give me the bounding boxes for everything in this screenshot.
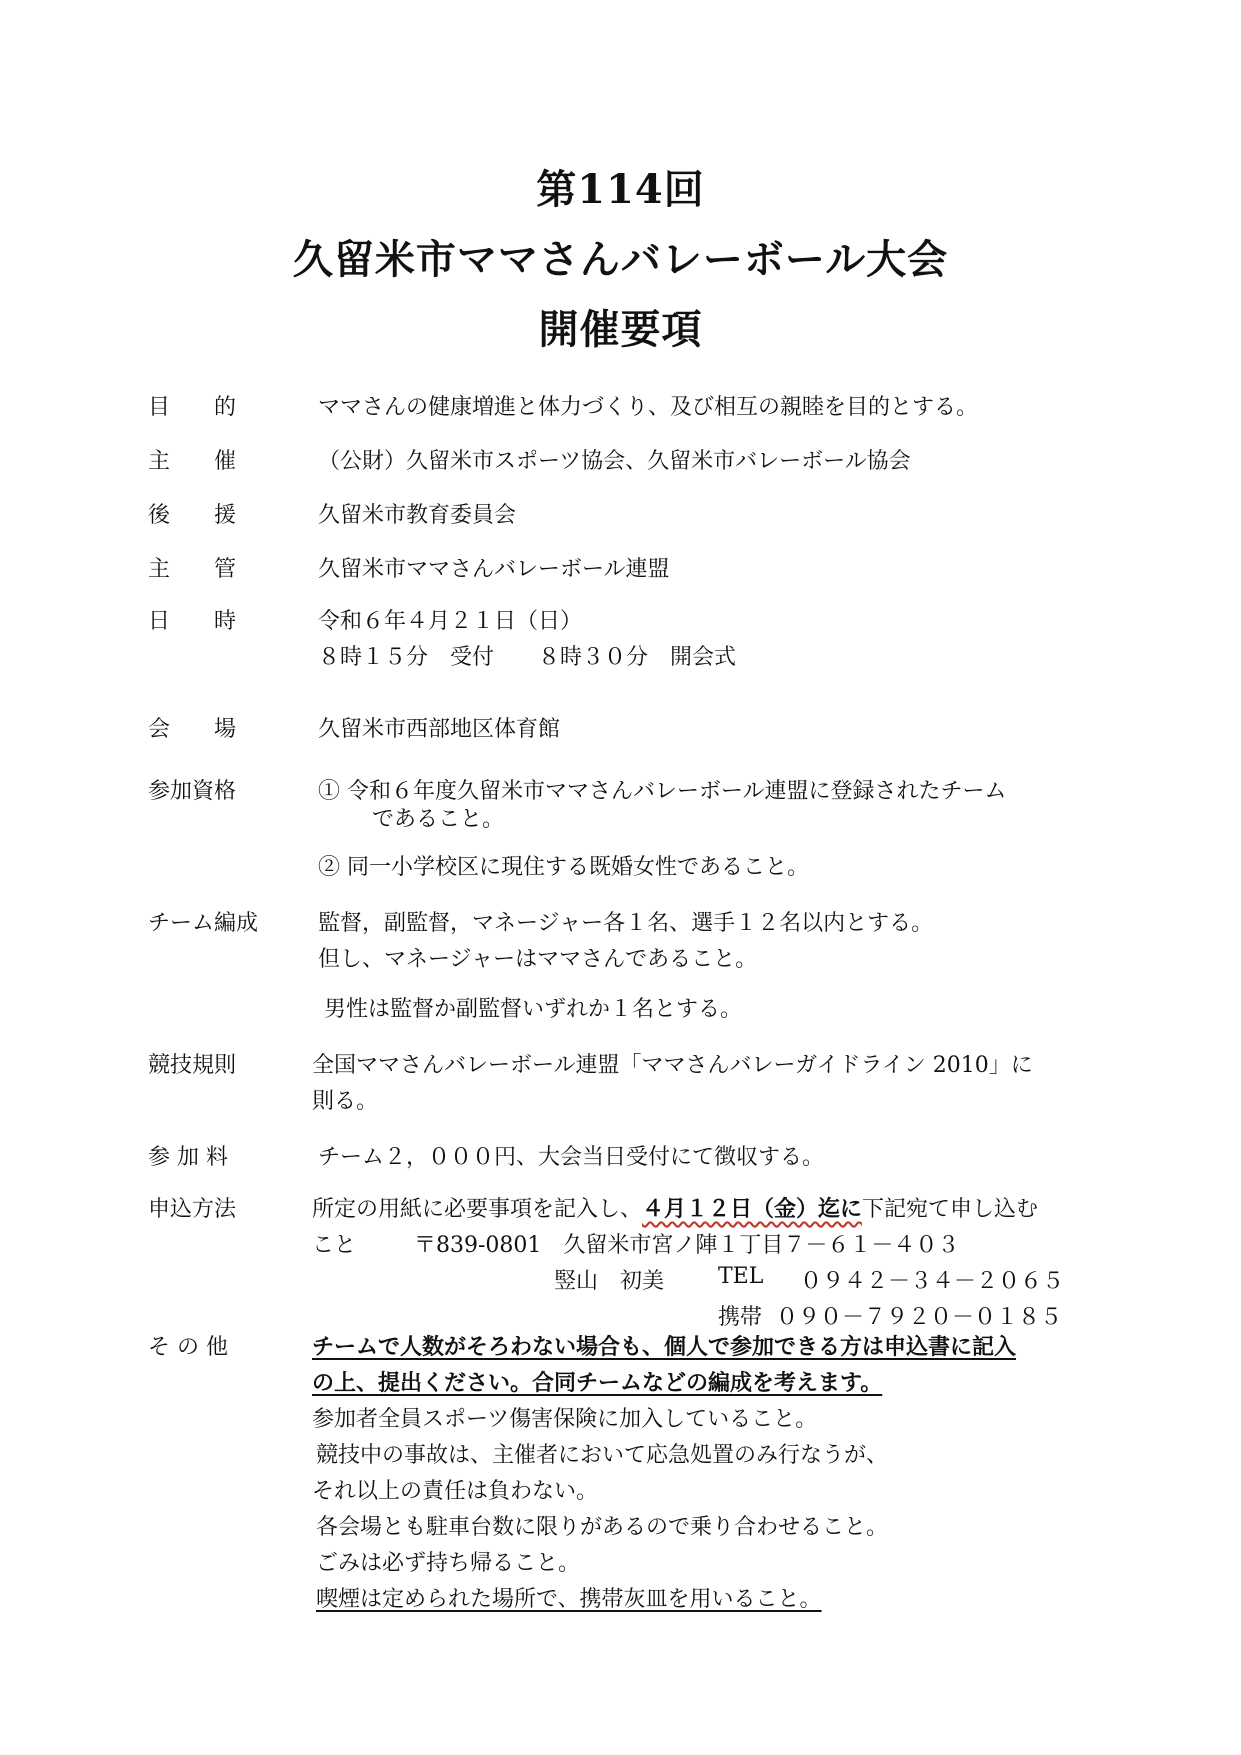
management-label: 主 管: [148, 557, 237, 582]
other-parking: 各会場とも駐車台数に限りがあるので乗り合わせること。: [316, 1515, 889, 1540]
management-value: 久留米市ママさんバレーボール連盟: [318, 557, 670, 582]
other-label: そ の 他: [148, 1335, 228, 1360]
mobile-value: ０９０－７９２０－０１８５: [776, 1305, 1063, 1330]
venue-value: 久留米市西部地区体育館: [318, 717, 561, 742]
eligibility-label: 参加資格: [148, 779, 237, 804]
title-event-name: 久留米市ママさんバレーボール大会: [292, 236, 949, 283]
fee-value: チーム２，０００円、大会当日受付にて徴収する。: [318, 1145, 825, 1170]
datetime-label: 日 時: [148, 609, 237, 634]
other-notice-line-2: の上、提出ください。合同チームなどの編成を考えます。: [312, 1370, 883, 1396]
title-edition: 第114回: [536, 166, 705, 213]
organizer-label: 主 催: [148, 449, 237, 474]
application-text-pre: 所定の用紙に必要事項を記入し、: [312, 1197, 643, 1222]
application-line-1: [312, 1192, 1038, 1223]
team-line-2: 但し、マネージャーはママさんであること。: [318, 947, 758, 972]
application-address: 〒839-0801 久留米市宮ノ陣１丁目７－６１－４０３: [414, 1233, 960, 1258]
other-smoking: 喫煙は定められた場所で、携帯灰皿を用いること。: [316, 1587, 822, 1612]
team-label: チーム編成: [148, 911, 259, 936]
application-deadline: ４月１２日（金）迄に: [642, 1196, 863, 1222]
rules-line-1: 全国ママさんバレーボール連盟「ママさんバレーガイドライン 2010」に: [312, 1053, 1033, 1078]
tel-value: ０９４２－３４－２０６５: [800, 1269, 1065, 1294]
rules-label: 競技規則: [148, 1053, 237, 1078]
venue-label: 会 場: [148, 717, 237, 742]
contact-name: 竪山 初美: [554, 1269, 665, 1294]
eligibility-item-2: ② 同一小学校区に現住する既婚女性であること。: [318, 855, 809, 880]
organizer-value: （公財）久留米市スポーツ協会、久留米市バレーボール協会: [318, 449, 911, 474]
support-label: 後 援: [148, 503, 237, 528]
application-line-2-start: こと: [312, 1233, 357, 1258]
other-accident-2: それ以上の責任は負わない。: [312, 1479, 599, 1504]
team-line-3: 男性は監督か副監督いずれか１名とする。: [324, 997, 743, 1022]
other-trash: ごみは必ず持ち帰ること。: [316, 1551, 581, 1576]
tel-label: TEL: [718, 1264, 764, 1289]
mobile-label: 携帯: [718, 1305, 763, 1330]
support-value: 久留米市教育委員会: [318, 503, 517, 528]
rules-line-2: 則る。: [312, 1089, 379, 1114]
datetime-date: 令和６年４月２１日（日）: [318, 609, 583, 634]
other-accident-1: 競技中の事故は、主催者において応急処置のみ行なうが、: [316, 1443, 889, 1468]
eligibility-item-1: ① 令和６年度久留米市ママさんバレーボール連盟に登録されたチーム: [318, 779, 1007, 804]
other-notice-line-1: チームで人数がそろわない場合も、個人で参加できる方は申込書に記入: [312, 1334, 1017, 1360]
team-line-1: 監督，副監督，マネージャー各１名、選手１２名以内とする。: [318, 911, 934, 936]
fee-label: 参 加 料: [148, 1145, 228, 1170]
datetime-times: ８時１５分 受付 ８時３０分 開会式: [318, 645, 737, 670]
application-label: 申込方法: [148, 1197, 237, 1222]
title-guidelines: 開催要項: [538, 306, 703, 353]
application-text-post: 下記宛て申し込む: [862, 1197, 1039, 1222]
purpose-value: ママさんの健康増進と体力づくり、及び相互の親睦を目的とする。: [318, 395, 979, 420]
other-insurance: 参加者全員スポーツ傷害保険に加入していること。: [312, 1407, 818, 1432]
purpose-label: 目 的: [148, 395, 237, 420]
eligibility-item-1-cont: であること。: [372, 807, 505, 832]
